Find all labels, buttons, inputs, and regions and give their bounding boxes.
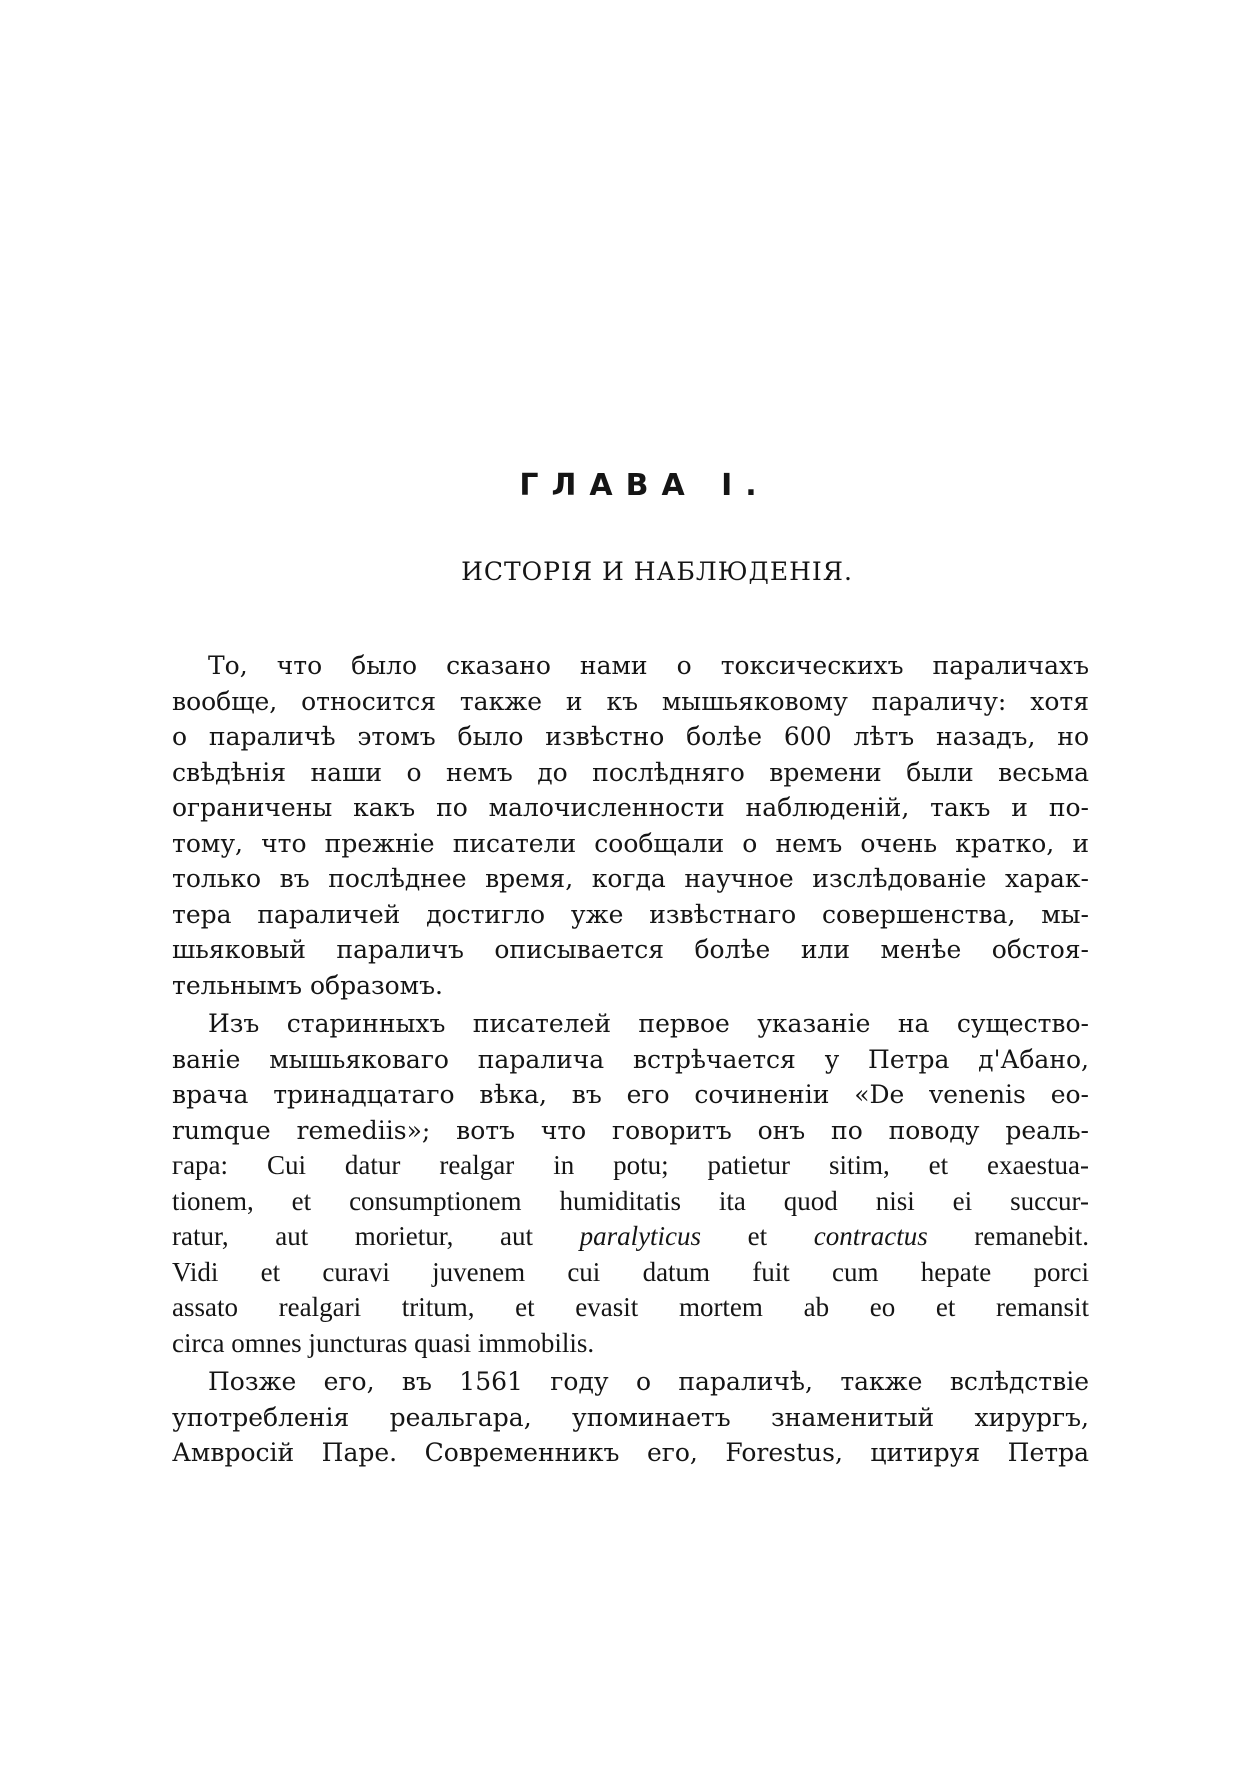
paragraph-2 xyxy=(172,1006,1089,1361)
text-line: свѣдѣнія наши о немъ до послѣдняго времени были весьма xyxy=(172,757,1089,787)
text-line: тера параличей достигло уже извѣстнаго совершенства, мы- xyxy=(172,899,1089,929)
text-line-mixed xyxy=(172,1219,1089,1255)
text-segment: remanebit. xyxy=(927,1221,1089,1251)
text-line: тому, что прежніе писатели сообщали о немъ очень кратко, и xyxy=(172,828,1089,858)
text-line: вообще, относится также и къ мышьяковому параличу: хотя xyxy=(172,686,1089,716)
text-line: тельнымъ образомъ. xyxy=(172,970,443,1000)
text-segment: et xyxy=(701,1221,814,1251)
text-line: Vidi et curavi juvenem cui datum fuit cum hepate porci xyxy=(172,1256,1089,1287)
text-line: То, что было сказано нами о токсическихъ параличахъ xyxy=(208,651,1089,680)
text-line: ваніе мышьяковаго паралича встрѣчается у Петра д'Абано, xyxy=(172,1044,1089,1074)
text-line: ограничены какъ по малочисленности наблюденій, такъ и по- xyxy=(172,793,1089,822)
section-title: ИСТОРІЯ И НАБЛЮДЕНІЯ. xyxy=(461,557,853,586)
body-text xyxy=(172,648,1089,1471)
text-line: о параличѣ этомъ было извѣстно болѣе 600 лѣтъ назадъ, но xyxy=(172,722,1089,751)
text-segment: ratur, aut morietur, aut xyxy=(172,1221,580,1251)
paragraph-1 xyxy=(172,648,1089,1003)
text-line: шьяковый параличъ описывается болѣе или менѣе обстоя- xyxy=(172,935,1089,964)
text-line: Амвросій Паре. Современникъ его, Forestus, цитируя Петра xyxy=(172,1438,1089,1467)
text-line: tionem, et consumptionem humiditatis ita quod nisi ei succur- xyxy=(172,1185,1089,1216)
text-line: гара: Cui datur realgar in potu; patietur sitim, et exaestua- xyxy=(172,1150,1089,1180)
text-line: употребленія реальгара, упоминаетъ знаменитый хирургъ, xyxy=(172,1402,1089,1432)
text-line: assato realgari tritum, et evasit mortem ab eo et remansit xyxy=(172,1292,1089,1322)
text-line: Позже его, въ 1561 году о параличѣ, также вслѣдствіе xyxy=(208,1367,1089,1396)
text-line: circa omnes juncturas quasi immobilis. xyxy=(172,1327,595,1358)
italic-term: contractus xyxy=(813,1221,928,1251)
text-line: только въ послѣднее время, когда научное изслѣдованіе харак- xyxy=(172,864,1089,893)
text-line: врача тринадцатаго вѣка, въ его сочиненіи «De venenis eo- xyxy=(172,1080,1089,1109)
italic-term: paralyticus xyxy=(579,1221,702,1251)
chapter-title: ГЛАВА I. xyxy=(519,468,770,503)
text-line: rumque remediis»; вотъ что говоритъ онъ по поводу реаль- xyxy=(172,1115,1089,1145)
text-line: Изъ старинныхъ писателей первое указаніе на существо- xyxy=(208,1009,1089,1038)
paragraph-3 xyxy=(172,1364,1089,1471)
